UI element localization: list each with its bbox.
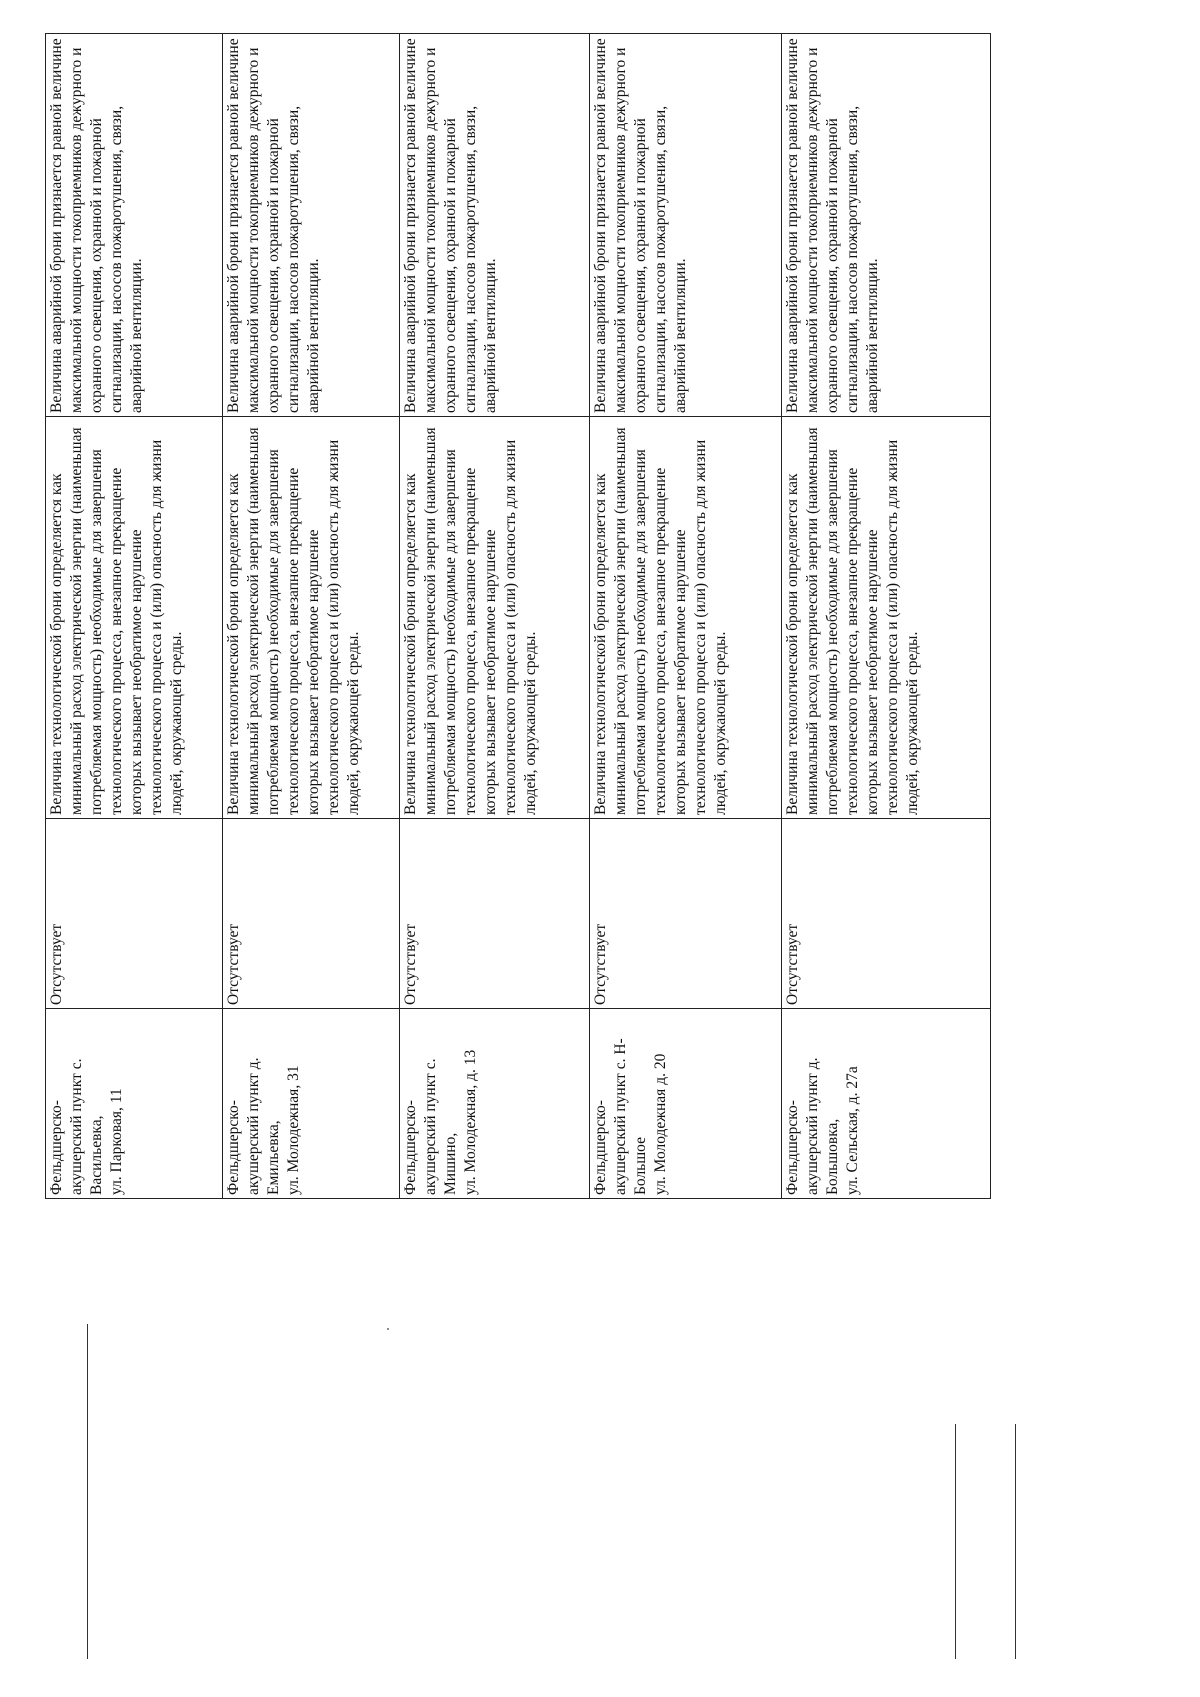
emergency-armor-cell: Величина аварийной брони признается равной величине максимальной мощности токоприемников дежурного и охранного освещения, охранной и пожарной сигнализации, насосов пожаротушения, связи, аварийной вентиляции. [400, 34, 590, 417]
tech-armor-cell: Величина технологической брони определяется как минимальный расход электрической энергии (наименьшая потребляемая мощность) необходимые для завершения технологического процесса, внезапное прекращение которых вызывает необратимое нарушение технологического процесса и (или) опасность для жизни людей, окружающей среды. [590, 417, 782, 819]
rule-line [87, 1324, 88, 1659]
tech-armor-cell: Величина технологической брони определяется как минимальный расход электрической энергии (наименьшая потребляемая мощность) необходимые для завершения технологического процесса, внезапное прекращение которых вызывает необратимое нарушение технологического процесса и (или) опасность для жизни людей, окружающей среды. [400, 417, 590, 819]
tech-armor-cell: Величина технологической брони определяется как минимальный расход электрической энергии (наименьшая потребляемая мощность) необходимые для завершения технологического процесса, внезапное прекращение которых вызывает необратимое нарушение технологического процесса и (или) опасность для жизни людей, окружающей среды. [46, 417, 223, 819]
scan-speck [387, 1328, 389, 1330]
object-cell: Фельдшерско- акушерский пункт с. Н- Большое ул. Молодежная д. 20 [590, 1009, 782, 1199]
armor-status-cell: Отсутствует [400, 819, 590, 1009]
rotated-page [25, 17, 1040, 1667]
object-cell: Фельдшерско- акушерский пункт с. Мишино, ул. Молодежная, д. 13 [400, 1009, 590, 1199]
armor-status-cell: Отсутствует [223, 819, 400, 1009]
table-row [400, 34, 590, 1199]
emergency-armor-cell: Величина аварийной брони признается равной величине максимальной мощности токоприемников дежурного и охранного освещения, охранной и пожарной сигнализации, насосов пожаротушения, связи, аварийной вентиляции. [223, 34, 400, 417]
table-row [590, 34, 782, 1199]
tech-armor-cell: Величина технологической брони определяется как минимальный расход электрической энергии (наименьшая потребляемая мощность) необходимые для завершения технологического процесса, внезапное прекращение которых вызывает необратимое нарушение технологического процесса и (или) опасность для жизни людей, окружающей среды. [223, 417, 400, 819]
rule-line [955, 1424, 956, 1659]
object-cell: Фельдшерско- акушерский пункт д. Емильевка, ул. Молодежная, 31 [223, 1009, 400, 1199]
emergency-armor-cell: Величина аварийной брони признается равной величине максимальной мощности токоприемников дежурного и охранного освещения, охранной и пожарной сигнализации, насосов пожаротушения, связи, аварийной вентиляции. [590, 34, 782, 417]
emergency-armor-cell: Величина аварийной брони признается равной величине максимальной мощности токоприемников дежурного и охранного освещения, охранной и пожарной сигнализации, насосов пожаротушения, связи, аварийной вентиляции. [46, 34, 223, 417]
table-row [46, 34, 223, 1199]
armor-status-cell: Отсутствует [590, 819, 782, 1009]
armor-table [45, 33, 991, 1199]
tech-armor-cell: Величина технологической брони определяется как минимальный расход электрической энергии (наименьшая потребляемая мощность) необходимые для завершения технологического процесса, внезапное прекращение которых вызывает необратимое нарушение технологического процесса и (или) опасность для жизни людей, окружающей среды. [782, 417, 991, 819]
table-row [782, 34, 991, 1199]
object-cell: Фельдшерско- акушерский пункт д. Большовка, ул. Сельская, д. 27а [782, 1009, 991, 1199]
table-row [223, 34, 400, 1199]
emergency-armor-cell: Величина аварийной брони признается равной величине максимальной мощности токоприемников дежурного и охранного освещения, охранной и пожарной сигнализации, насосов пожаротушения, связи, аварийной вентиляции. [782, 34, 991, 417]
armor-status-cell: Отсутствует [782, 819, 991, 1009]
rule-line [1015, 1424, 1016, 1659]
armor-status-cell: Отсутствует [46, 819, 223, 1009]
object-cell: Фельдшерско- акушерский пункт с. Васильевка, ул. Парковая, 11 [46, 1009, 223, 1199]
